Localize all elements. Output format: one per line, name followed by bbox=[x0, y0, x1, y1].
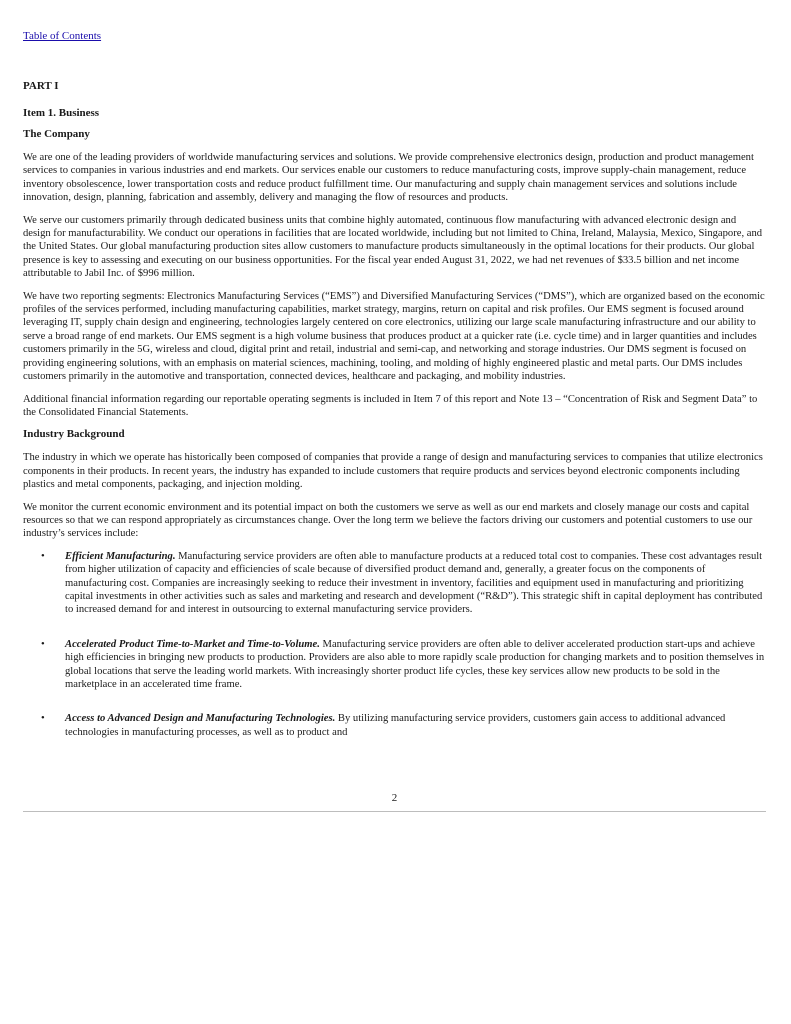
industry-paragraph-1: The industry in which we operate has historically been composed of companies that provide a range of design and manufacturing services to companies that utilize electronics components in their products. In recent years, the industry has expanded to include customers that require products and services beyond electronic components including plastics and metal components, packaging, and injection molding. bbox=[23, 452, 763, 491]
bullet-lead: Accelerated Product Time-to-Market and Time-to-Volume. bbox=[65, 638, 320, 650]
list-item bbox=[23, 550, 766, 617]
company-paragraph-4: Additional financial information regarding our reportable operating segments is included in Item 7 of this report and Note 13 – “Concentration of Risk and Segment Data” to the Consolidated Financial Statements. bbox=[23, 393, 758, 418]
bullet-text: Manufacturing service providers are often able to deliver accelerated production start-ups and achieve high efficiencies in bringing new products to production. Providers are also able to more rapidly scale production for changing markets and to position themselves in global locations that serve the leading world markets. With increasingly shorter product life cycles, these key services allow new products to be sold in the marketplace in an accelerated time frame. bbox=[65, 638, 765, 690]
list-item bbox=[23, 638, 766, 692]
company-paragraph-2: We serve our customers primarily through dedicated business units that combine highly automated, continuous flow manufacturing with advanced electronic design and design for manufacturability. We conduct our operations in facilities that are located worldwide, including but not limited to China, Ireland, Malaysia, Mexico, Singapore, and the United States. Our global manufacturing production sites allow customers to manufacture products simultaneously in the optimal locations for their products. Our global presence is key to assessing and executing on our business opportunities. For the fiscal year ended August 31, 2022, we had net revenues of $33.5 billion and net income attributable to Jabil Inc. of $996 million. bbox=[23, 214, 763, 280]
page-divider bbox=[23, 811, 766, 812]
document-body bbox=[23, 128, 766, 760]
bullet-marker: • bbox=[41, 638, 45, 650]
bullet-lead: Efficient Manufacturing. bbox=[65, 550, 176, 562]
bullet-text: Manufacturing service providers are often able to manufacture products at a reduced total cost to companies. These cost advantages result from higher utilization of capacity and efficiencies of scale because of diversified product demand and, generally, a greater focus on the components of manufacturing cost. Companies are increasingly seeking to reduce their investment in inventory, facilities and equipment used in manufacturing and prioritizing capital investments in other activities such as sales and marketing and research and development (“R&D”). This strategic shift in capital deployment has contributed to increased demand for and interest in outsourcing to external manufacturing service providers. bbox=[65, 550, 763, 616]
bullet-text: By utilizing manufacturing service providers, customers gain access to additional advanced technologies in manufacturing processes, as well as to product and bbox=[65, 713, 726, 738]
industry-paragraph-2: We monitor the current economic environment and its potential impact on both the customers we serve as well as our end markets and closely manage our costs and capital resources so that we can respond appropriately as circumstances change. Over the long term we believe the factors driving our customers and potential customers to use our industry’s services include: bbox=[23, 501, 753, 540]
bullet-lead: Access to Advanced Design and Manufacturing Technologies. bbox=[65, 713, 336, 725]
table-of-contents-link[interactable]: Table of Contents bbox=[23, 30, 102, 42]
bullet-marker: • bbox=[41, 550, 45, 562]
industry-heading: Industry Background bbox=[23, 428, 125, 441]
company-heading: The Company bbox=[23, 128, 90, 140]
list-item bbox=[23, 712, 766, 739]
bullet-marker: • bbox=[41, 713, 45, 725]
company-paragraph-1: We are one of the leading providers of worldwide manufacturing services and solutions. We provide comprehensive electronics design, production and product management services to companies in various industries and end markets. Our services enable our customers to reduce manufacturing costs, improve supply-chain management, reduce inventory obsolescence, lower transportation costs and reduce product fulfillment time. Our manufacturing and supply chain management services and solutions include innovation, design, planning, fabrication and assembly, delivery and managing the flow of resources and products. bbox=[23, 152, 754, 204]
part-heading: PART I bbox=[23, 80, 59, 92]
company-paragraph-3: We have two reporting segments: Electronics Manufacturing Services (“EMS”) and Diversified Manufacturing Services (“DMS”), which are organized based on the economic profiles of the services performed, including manufacturing capabilities, market strategy, margins, return on capital and risk profiles. Our EMS segment is focused around leveraging IT, supply chain design and engineering, technologies largely centered on core electronics, utilizing our large scale manufacturing infrastructure and our ability to serve a broad range of end markets. Our EMS segment is a high volume business that produces product at a quicker rate (i.e. cycle time) and in larger quantities and includes customers primarily in the 5G, wireless and cloud, digital print and retail, industrial and semi-cap, and networking and storage industries. Our DMS segment is focused on providing engineering solutions, with an emphasis on material sciences, machining, tooling, and molding of highly engineered plastic and metal parts. Our DMS includes customers primarily in the automotive and transportation, connected devices, healthcare and packaging, and mobility industries. bbox=[23, 290, 765, 383]
item-heading: Item 1. Business bbox=[23, 107, 100, 119]
page-number: 2 bbox=[391, 792, 398, 804]
factors-list bbox=[23, 550, 766, 739]
